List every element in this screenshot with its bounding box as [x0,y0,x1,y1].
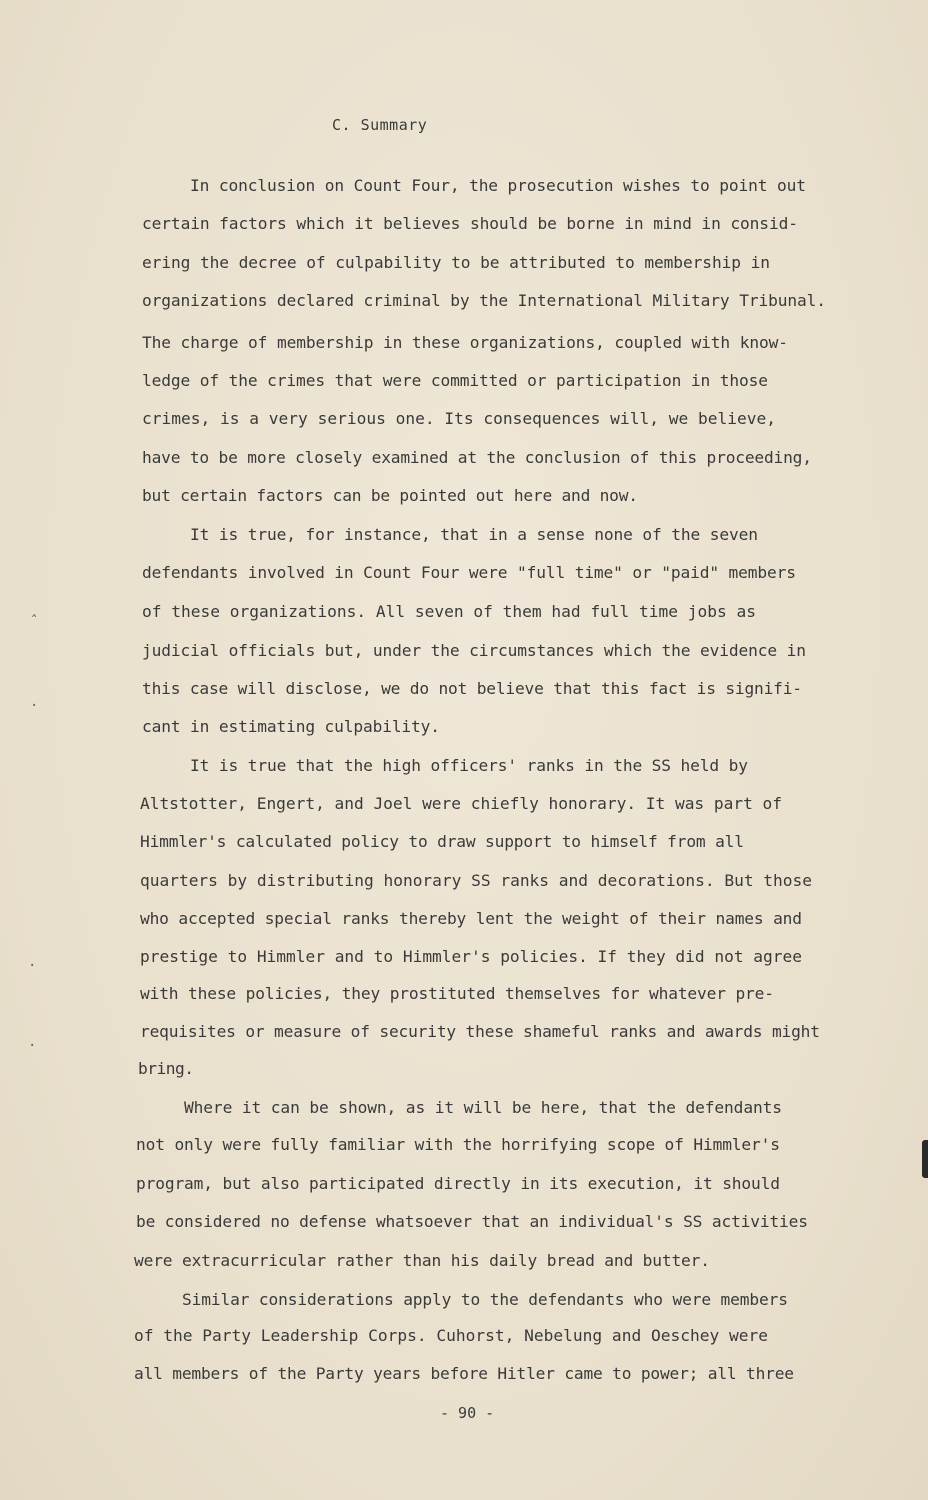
text-line: Similar considerations apply to the defendants who were members [182,1290,788,1309]
text-line: with these policies, they prostituted themselves for whatever pre- [140,984,774,1003]
margin-dot-mark: · [28,958,37,974]
text-line: but certain factors can be pointed out here and now. [142,486,638,505]
text-line: this case will disclose, we do not believe that this fact is signifi- [142,679,802,698]
text-line: have to be more closely examined at the conclusion of this proceeding, [142,448,812,467]
text-line: of these organizations. All seven of them had full time jobs as [142,602,756,621]
text-line: who accepted special ranks thereby lent the weight of their names and [140,909,802,928]
text-line: It is true, for instance, that in a sense none of the seven [190,525,758,544]
text-line: were extracurricular rather than his daily bread and butter. [134,1251,710,1270]
text-line: In conclusion on Count Four, the prosecution wishes to point out [190,176,806,195]
page-number: - 90 - [440,1404,495,1422]
text-line: organizations declared criminal by the International Military Tribunal. [142,291,826,310]
text-line: The charge of membership in these organizations, coupled with know- [142,333,788,352]
text-line: Where it can be shown, as it will be here, that the defendants [184,1098,782,1117]
text-line: all members of the Party years before Hitler came to power; all three [134,1364,794,1383]
text-line: be considered no defense whatsoever that an individual's SS activities [136,1212,808,1231]
margin-tick-mark: · [30,698,39,714]
text-line: It is true that the high officers' ranks in the SS held by [190,756,748,775]
text-line: Altstotter, Engert, and Joel were chiefly honorary. It was part of [140,794,782,813]
text-line: quarters by distributing honorary SS ranks and decorations. But those [140,871,812,890]
margin-tick-mark: ˆ [30,614,39,630]
binding-edge-mark [922,1140,928,1178]
text-line: ering the decree of culpability to be attributed to membership in [142,253,770,272]
text-line: Himmler's calculated policy to draw support to himself from all [140,832,744,851]
text-line: defendants involved in Count Four were "full time" or "paid" members [142,563,796,582]
text-line: ledge of the crimes that were committed or participation in those [142,371,768,390]
text-line: crimes, is a very serious one. Its consequences will, we believe, [142,409,776,428]
margin-tick-mark: · [28,1038,37,1054]
section-heading: C. Summary [332,116,428,134]
text-line: certain factors which it believes should be borne in mind in consid- [142,214,798,233]
text-line: judicial officials but, under the circumstances which the evidence in [142,641,806,660]
text-line: prestige to Himmler and to Himmler's policies. If they did not agree [140,947,802,966]
text-line: not only were fully familiar with the horrifying scope of Himmler's [136,1135,780,1154]
text-line: requisites or measure of security these shameful ranks and awards might [140,1022,820,1041]
text-line: program, but also participated directly in its execution, it should [136,1174,780,1193]
text-line: cant in estimating culpability. [142,717,440,736]
text-line: of the Party Leadership Corps. Cuhorst, Nebelung and Oeschey were [134,1326,768,1345]
text-line: bring. [138,1059,194,1078]
